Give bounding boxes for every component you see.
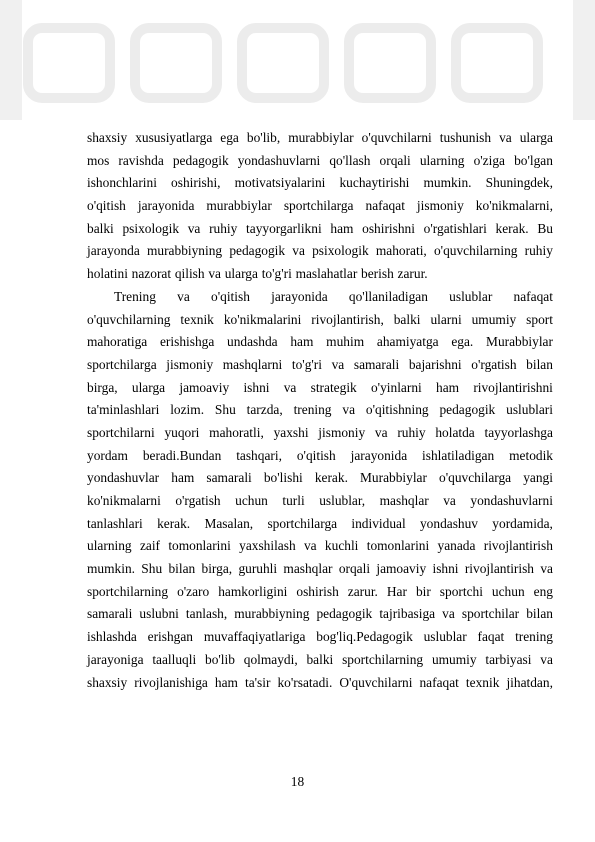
page-number: 18 [290, 774, 305, 789]
text-line: shaxsiy xususiyatlarga ega bo'lib, murabbiylar o'quvchilarni tushunish va ularga [87, 130, 553, 145]
text-line: sportchilarni yuqori mahoratli, yaxshi jismoniy va ruhiy holatda tayyorlashga [87, 424, 553, 440]
text-line: mos ravishda pedagogik yondashuvlarni qo'llash orqali ularning o'ziga bo'lgan [87, 152, 553, 168]
text-line: holatini nazorat qilish va ularga to'g'ri maslahatlar berish zarur. [87, 266, 428, 282]
text-line: sportchilarga jismoniy mashqlarni to'g'ri va samarali bajarishni o'rgatish bilan [87, 356, 553, 372]
text-line: jarayonda murabbiyning pedagogik va psixologik mahorati, o'quvchilarning ruhiy [87, 243, 553, 259]
text-line: mahoratiga erishishga undashda ham muhim ahamiyatga ega. Murabbiylar [87, 334, 553, 350]
text-line: shaxsiy rivojlanishiga ham ta'sir ko'rsatadi. O'quvchilarni nafaqat texnik jihatdan, [87, 674, 553, 690]
text-line: samarali uslubni tanlash, murabbiyning pedagogik tajribasiga va sportchilar bilan [87, 606, 553, 622]
text-line: ta'minlashlari lozim. Shu tarzda, trening va o'qitishning pedagogik uslublari [87, 402, 553, 418]
text-line: yondashuvlar ham samarali bo'lishi kerak. Murabbiylar o'quvchilarga yangi [87, 470, 553, 486]
text-line: ishlashda erishgan muvaffaqiyatlariga bog'liq.Pedagogik uslublar faqat trening [87, 629, 553, 645]
text-line: balki psixologik va ruhiy tayyorgarlikni ham oshirishni o'rgatishlari kerak. Bu [87, 220, 553, 236]
text-line: ishonchlarini oshirishi, motivatsiyalarini kuchaytirishi mumkin. Shuningdek, [87, 175, 553, 191]
text-line: ko'nikmalarni o'rgatish uchun turli uslublar, mashqlar va yondashuvlarni [87, 493, 553, 508]
page-body [87, 127, 553, 694]
text-line: mumkin. Shu bilan birga, guruhli mashqlar orqali jamoaviy ishni rivojlantirish va [87, 561, 553, 577]
text-line: birga, ularga jamoaviy ishni va strategik o'yinlarni ham rivojlantirishni [87, 379, 553, 395]
text-line: yordam beradi.Bundan tashqari, o'qitish jarayonida ishlatiladigan metodik [87, 447, 553, 463]
text-line: o'qitish jarayonida murabbiylar sportchilarga nafaqat jismoniy ko'nikmalarni, [87, 198, 553, 214]
text-line: sportchilarning o'zaro hamkorligini oshirish zarur. Har bir sportchi uchun eng [87, 583, 553, 599]
text-line: o'quvchilarning texnik ko'nikmalarini rivojlantirish, balki ularni umumiy sport [87, 311, 553, 327]
text-line: Trening va o'qitish jarayonida qo'llaniladigan uslublar nafaqat [114, 288, 553, 304]
text-line: jarayoniga taalluqli bo'lib qolmaydi, balki sportchilarning umumiy tarbiyasi va [87, 651, 553, 667]
text-line: tanlashlari kerak. Masalan, sportchilarga individual yondashuv yordamida, [87, 515, 553, 531]
text-line: ularning zaif tomonlarini yaxshilash va kuchli tomonlarini yanada rivojlantirish [87, 538, 553, 554]
